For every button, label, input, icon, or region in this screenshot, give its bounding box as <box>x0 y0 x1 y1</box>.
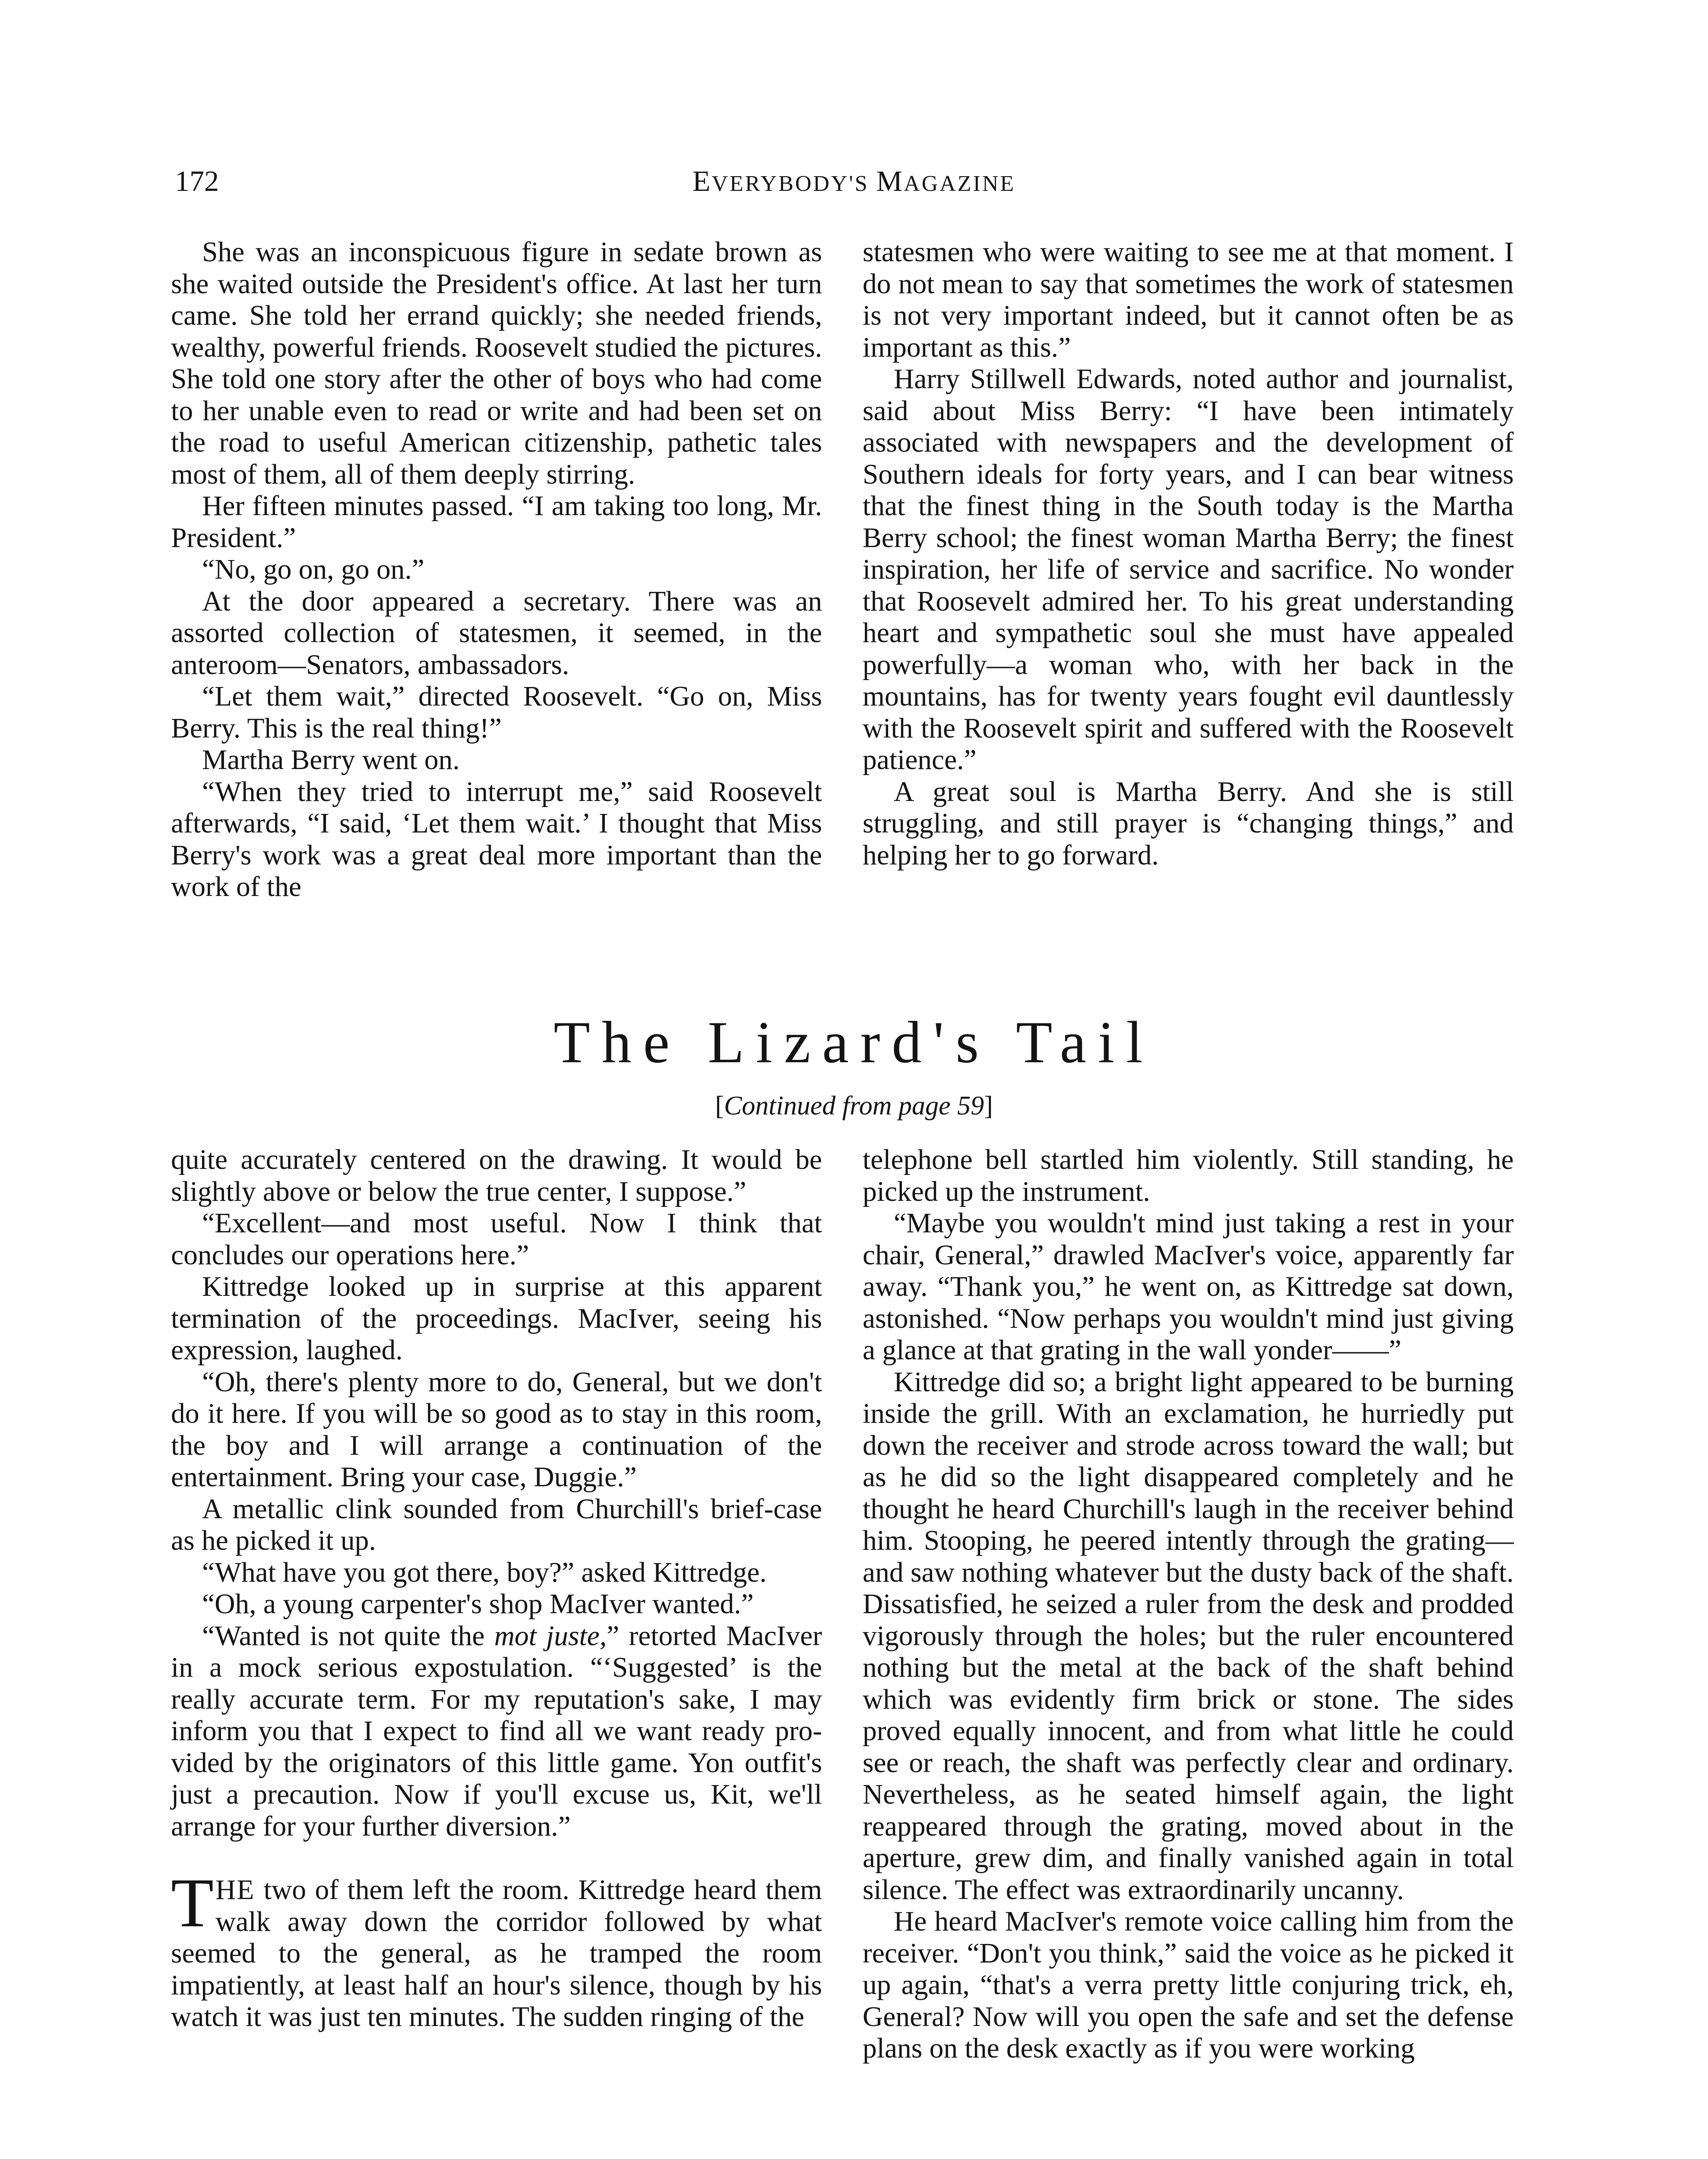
story-title: The Lizard's Tail <box>554 1009 1154 1075</box>
text-run: two of them left the room. Kittredge heard them walk away down the corridor followed by what seemed to the general, as he tramped the room impatiently, at least half an hour's silence, though by his watch it was just ten minutes. The sudden ringing of the <box>171 1874 822 2032</box>
paragraph: “Let them wait,” directed Roosevelt. “Go on, Miss Berry. This is the real thing!” <box>171 681 822 744</box>
paragraph: At the door appeared a secretary. There was an assorted collection of statesmen, it seemed, in the anteroom—Senators, ambassadors. <box>171 586 822 681</box>
page-number: 172 <box>175 165 219 197</box>
paragraph: “Excellent—and most useful. Now I think that concludes our operations here.” <box>171 1208 822 1271</box>
paragraph: “No, go on, go on.” <box>202 554 424 585</box>
paragraph-with-drop-cap <box>171 1865 822 2033</box>
paragraph: statesmen who were waiting to see me at that moment. I do not mean to say that sometimes the work of statesmen is not very important indeed, but it cannot often be as important as this.” <box>863 237 1514 363</box>
paragraph: “Maybe you wouldn't mind just taking a rest in your chair, General,” drawled MacIver's voice, apparently far away. “Thank you,” he went on, as Kittredge sat down, astonished. “Now perhaps you wouldn't mind just giving a glance at that grating in the wall yonder——” <box>863 1208 1514 1366</box>
continued-text: Continued from page 59 <box>724 1091 984 1121</box>
running-head-smallcaps-1: VERYBODY'S <box>712 171 876 196</box>
text-run: ” retorted MacIver in a mock serious expostulation. “‘Suggested’ is the really accurate term. For my reputation's sake, I may inform you that I expect to find all we want ready provided by the originators of this little game. Yon outfit's just a precaution. Now if you'll excuse us, Kit, we'll arrange for your further diversion.” <box>171 1620 822 1842</box>
paragraph: “What have you got there, boy?” asked Kittredge. <box>202 1557 767 1588</box>
article-column-top-left <box>171 237 822 903</box>
bracket-open: [ <box>715 1091 724 1121</box>
italic-phrase: mot juste, <box>494 1620 607 1652</box>
text-run: “Wanted is not quite the <box>202 1620 494 1652</box>
paragraph: A metallic clink sounded from Churchill's brief-case as he picked it up. <box>171 1493 822 1556</box>
paragraph: Her fifteen minutes passed. “I am taking too long, Mr. President.” <box>171 491 822 554</box>
continued-note <box>0 1092 1708 1119</box>
drop-cap: T <box>171 1865 214 1942</box>
paragraph: Kittredge looked up in surprise at this apparent termination of the proceedings. MacIver, seeing his expression, laughed. <box>171 1271 822 1366</box>
paragraph <box>171 1621 822 1843</box>
running-head <box>0 166 1708 196</box>
running-head-smallcaps-2: AGAZINE <box>904 171 1016 196</box>
paragraph: Martha Berry went on. <box>202 744 460 776</box>
paragraph: “When they tried to interrupt me,” said Roosevelt afterwards, “I said, ‘Let them wait.’ I thought that Miss Berry's work was a great deal more important than the work of the <box>171 776 822 902</box>
drop-cap-lead: HE <box>215 1874 255 1906</box>
paragraph: He heard MacIver's remote voice calling him from the receiver. “Don't you think,” said the voice as he picked it up again, “that's a verra pretty little conjuring trick, eh, General? Now will you open the safe and set the defense plans on the desk exactly as if you were working <box>863 1906 1514 2064</box>
bracket-close: ] <box>984 1091 993 1121</box>
running-head-initial-e: E <box>692 165 712 197</box>
paragraph: telephone bell startled him violently. Still standing, he picked up the instrument. <box>863 1144 1514 1207</box>
paragraph: A great soul is Martha Berry. And she is still struggling, and still prayer is “changing things,” and helping her to go forward. <box>863 776 1514 871</box>
paragraph: Kittredge did so; a bright light appeared to be burning inside the grill. With an exclamation, he hurriedly put down the receiver and strode across toward the wall; but as he did so the light disappeared completely and he thought he heard Churchill's laugh in the receiver behind him. Stooping, he peered intently through the grating—and saw nothing whatever but the dusty back of the shaft. Dissatisfied, he seized a ruler from the desk and prodded vigorously through the holes; but the ruler encountered nothing but the metal at the back of the shaft behind which was evidently firm brick or stone. The sides proved equally innocent, and from what little he could see or reach, the shaft was perfectly clear and ordinary. Nevertheless, as he seated himself again, the light reappeared through the grating, moved about in the aperture, grew dim, and finally vanished again in total silence. The effect was extraordinarily uncanny. <box>863 1366 1514 1906</box>
paragraph: “Oh, there's plenty more to do, General, but we don't do it here. If you will be so good as to stay in this room, the boy and I will arrange a continuation of the entertainment. Bring your case, Duggie.” <box>171 1366 822 1493</box>
article-column-top-right <box>863 237 1514 871</box>
paragraph: “Oh, a young carpenter's shop MacIver wanted.” <box>202 1589 754 1620</box>
running-head-initial-m: M <box>876 165 904 197</box>
paragraph: quite accurately centered on the drawing. It would be slightly above or below the true center, I suppose.” <box>171 1144 822 1207</box>
story-column-bottom-left <box>171 1144 822 2033</box>
story-column-bottom-right <box>863 1144 1514 2065</box>
paragraph: Harry Stillwell Edwards, noted author and journalist, said about Miss Berry: “I have been intimately associated with newspapers and the development of Southern ideals for forty years, and I can bear witness that the finest thing in the South today is the Martha Berry school; the finest woman Martha Berry; the finest inspiration, her life of service and sacrifice. No wonder that Roosevelt admired her. To his great understanding heart and sympathetic soul she must have appealed powerfully—a woman who, with her back in the mountains, has for twenty years fought evil dauntlessly with the Roosevelt spirit and suffered with the Roosevelt patience.” <box>863 364 1514 776</box>
paragraph: She was an inconspicuous figure in sedate brown as she waited outside the President's office. At last her turn came. She told her errand quickly; she needed friends, wealthy, powerful friends. Roosevelt studied the pictures. She told one story after the other of boys who had come to her unable even to read or write and had been set on the road to useful American citizenship, pathetic tales most of them, all of them deeply stirring. <box>171 237 822 490</box>
